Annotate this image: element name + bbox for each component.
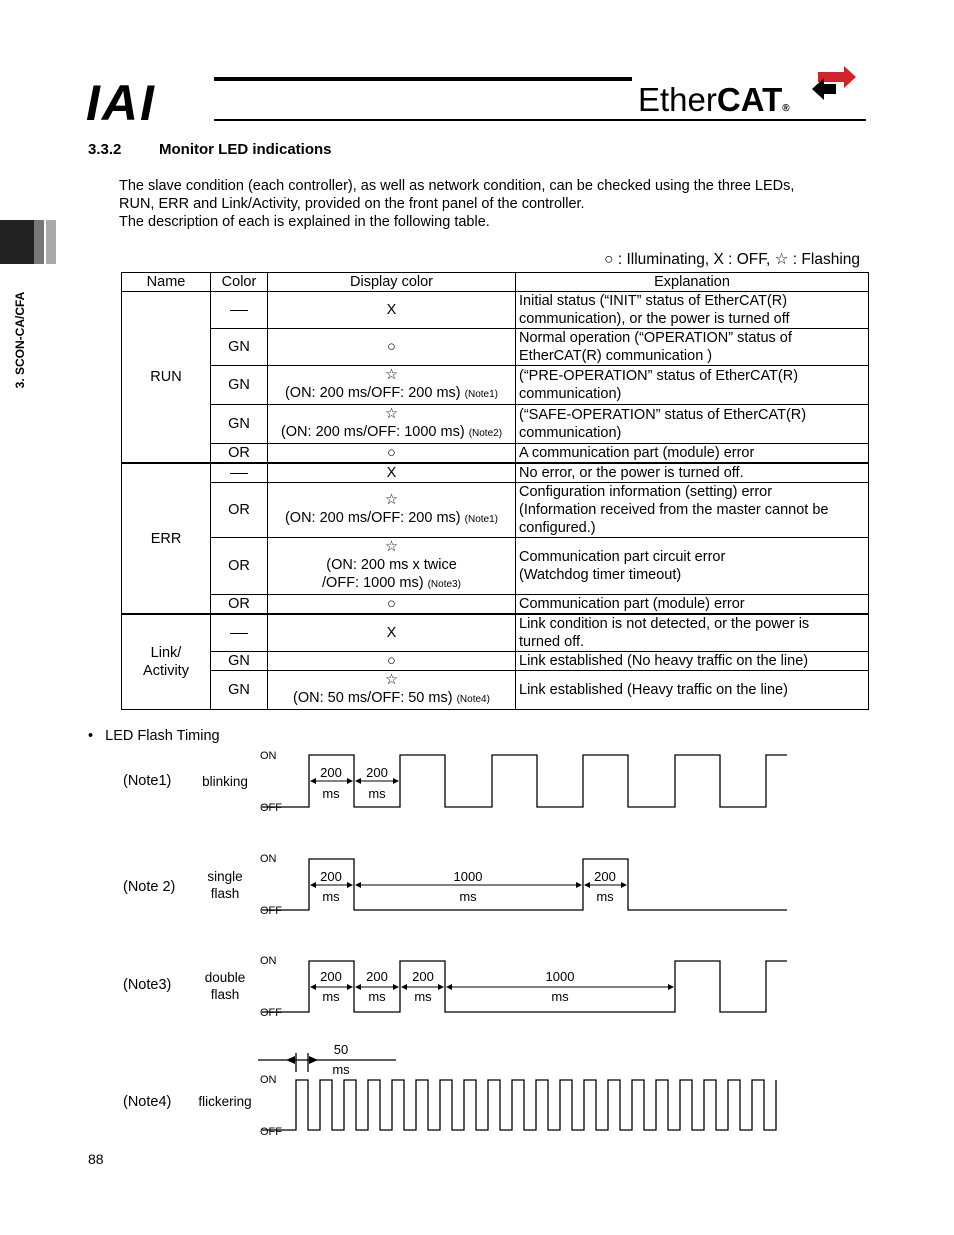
table-row xyxy=(122,366,869,405)
color-cell: GN xyxy=(211,671,268,710)
color-cell: OR xyxy=(211,595,268,615)
table-row xyxy=(122,538,869,595)
table-row xyxy=(122,405,869,444)
dur-label: 200 xyxy=(594,869,616,884)
dur-label: 1000 xyxy=(545,969,575,984)
unit-label: ms xyxy=(551,989,569,1004)
unit-label: ms xyxy=(332,1062,350,1077)
dash-icon xyxy=(230,633,248,634)
color-cell xyxy=(211,463,268,483)
table-row xyxy=(122,444,869,464)
unit-label: ms xyxy=(368,989,386,1004)
unit-label: ms xyxy=(596,889,614,904)
color-cell: GN xyxy=(211,366,268,405)
dash-icon xyxy=(230,310,248,311)
ethercat-arrows-icon xyxy=(792,66,860,102)
explanation-cell: Normal operation (“OPERATION” status of EtherCAT(R) communication ) xyxy=(516,329,869,366)
off-label: OFF xyxy=(260,1126,282,1138)
unit-label: ms xyxy=(414,989,432,1004)
blinking-label: blinking xyxy=(202,774,248,789)
flash-label: flash xyxy=(210,987,240,1002)
header-explanation: Explanation xyxy=(516,273,869,292)
on-label: ON xyxy=(260,1074,277,1086)
bullet-icon: • xyxy=(88,728,94,744)
dur-label: 200 xyxy=(320,969,342,984)
explanation-cell: Communication part circuit error (Watchdog timer timeout) xyxy=(516,538,869,595)
unit-label: ms xyxy=(459,889,477,904)
dur-label: 200 xyxy=(320,765,342,780)
explanation-cell: Initial status (“INIT” status of EtherCAT(R) communication), or the power is turned off xyxy=(516,292,869,329)
table-row xyxy=(122,483,869,538)
flickering-label: flickering xyxy=(198,1094,252,1109)
flash-label: flash xyxy=(210,886,240,901)
single-label: single xyxy=(207,869,243,884)
color-cell: OR xyxy=(211,444,268,464)
header-rule-bottom xyxy=(214,119,866,121)
display-cell: X xyxy=(268,614,516,652)
iai-logo: IAI xyxy=(86,75,156,131)
display-cell: X xyxy=(268,463,516,483)
display-cell: ○ xyxy=(268,652,516,671)
table-header-row xyxy=(122,273,869,292)
dash-icon xyxy=(230,473,248,474)
table-row xyxy=(122,595,869,615)
explanation-cell: A communication part (module) error xyxy=(516,444,869,464)
color-cell: GN xyxy=(211,329,268,366)
display-cell: ☆ (ON: 200 ms/OFF: 200 ms) (Note1) xyxy=(268,366,516,405)
table-row xyxy=(122,463,869,483)
intro-line-2: RUN, ERR and Link/Activity, provided on the front panel of the controller. xyxy=(119,196,585,212)
color-cell: OR xyxy=(211,483,268,538)
ethercat-logo-ether: Ether xyxy=(638,81,717,118)
side-tab-marker xyxy=(0,220,34,264)
off-label: OFF xyxy=(260,802,282,814)
color-cell: GN xyxy=(211,405,268,444)
led-name-run: RUN xyxy=(122,292,211,464)
explanation-cell: Configuration information (setting) error (Information received from the master cannot be configured.) xyxy=(516,483,869,538)
unit-label: ms xyxy=(322,786,340,801)
ethercat-logo-cat: CAT xyxy=(716,81,783,118)
chapter-tab-label: 3. SCON-CA/CFA xyxy=(13,291,27,389)
unit-label: ms xyxy=(322,989,340,1004)
header-rule-top xyxy=(214,77,632,81)
dur-label: 1000 xyxy=(453,869,483,884)
led-table xyxy=(121,272,869,710)
symbol-legend: ○ : Illuminating, X : OFF, ☆ : Flashing xyxy=(604,251,860,268)
timing-diagram xyxy=(0,740,954,1140)
dur-label: 200 xyxy=(320,869,342,884)
led-name-link-activity: Link/ Activity xyxy=(122,614,211,710)
header-color: Color xyxy=(211,273,268,292)
page-number: 88 xyxy=(88,1151,104,1167)
section-title: Monitor LED indications xyxy=(159,141,332,158)
note3-label: (Note3) xyxy=(123,977,172,993)
timing-title: LED Flash Timing xyxy=(105,728,220,744)
color-cell: GN xyxy=(211,652,268,671)
registered-mark: ® xyxy=(782,103,790,114)
explanation-cell: No error, or the power is turned off. xyxy=(516,463,869,483)
table-row xyxy=(122,329,869,366)
note4-label: (Note4) xyxy=(123,1094,172,1110)
led-name-err: ERR xyxy=(122,463,211,614)
dur-label: 200 xyxy=(366,969,388,984)
double-label: double xyxy=(204,970,246,985)
explanation-cell: (“SAFE-OPERATION” status of EtherCAT(R) communication) xyxy=(516,405,869,444)
note1-label: (Note1) xyxy=(123,773,172,789)
dur-label: 50 xyxy=(333,1042,349,1057)
display-cell: ○ xyxy=(268,595,516,615)
display-cell: ☆ (ON: 200 ms/OFF: 1000 ms) (Note2) xyxy=(268,405,516,444)
explanation-cell: Communication part (module) error xyxy=(516,595,869,615)
unit-label: ms xyxy=(368,786,386,801)
on-label: ON xyxy=(260,750,277,762)
header-name: Name xyxy=(122,273,211,292)
note2-label: (Note 2) xyxy=(123,879,176,895)
display-cell: X xyxy=(268,292,516,329)
color-cell xyxy=(211,292,268,329)
dur-label: 200 xyxy=(412,969,434,984)
table-row xyxy=(122,671,869,710)
header-display-color: Display color xyxy=(268,273,516,292)
explanation-cell: Link established (No heavy traffic on the line) xyxy=(516,652,869,671)
display-cell: ☆ (ON: 50 ms/OFF: 50 ms) (Note4) xyxy=(268,671,516,710)
off-label: OFF xyxy=(260,905,282,917)
side-tab-marker-2 xyxy=(34,220,44,264)
table-row xyxy=(122,614,869,652)
explanation-cell: (“PRE-OPERATION” status of EtherCAT(R) communication) xyxy=(516,366,869,405)
display-cell: ☆ (ON: 200 ms x twice /OFF: 1000 ms) (Note3) xyxy=(268,538,516,595)
intro-line-3: The description of each is explained in the following table. xyxy=(119,214,490,230)
table-row xyxy=(122,292,869,329)
display-cell: ☆ (ON: 200 ms/OFF: 200 ms) (Note1) xyxy=(268,483,516,538)
unit-label: ms xyxy=(322,889,340,904)
section-number: 3.3.2 xyxy=(88,141,122,158)
dur-label: 200 xyxy=(366,765,388,780)
table-row xyxy=(122,652,869,671)
explanation-cell: Link condition is not detected, or the power is turned off. xyxy=(516,614,869,652)
explanation-cell: Link established (Heavy traffic on the line) xyxy=(516,671,869,710)
off-label: OFF xyxy=(260,1007,282,1019)
color-cell: OR xyxy=(211,538,268,595)
on-label: ON xyxy=(260,853,277,865)
ethercat-logo xyxy=(638,83,790,116)
on-label: ON xyxy=(260,955,277,967)
display-cell: ○ xyxy=(268,329,516,366)
color-cell xyxy=(211,614,268,652)
display-cell: ○ xyxy=(268,444,516,464)
side-tab-marker-3 xyxy=(46,220,56,264)
intro-line-1: The slave condition (each controller), as well as network condition, can be checked using the three LEDs, xyxy=(119,178,795,194)
